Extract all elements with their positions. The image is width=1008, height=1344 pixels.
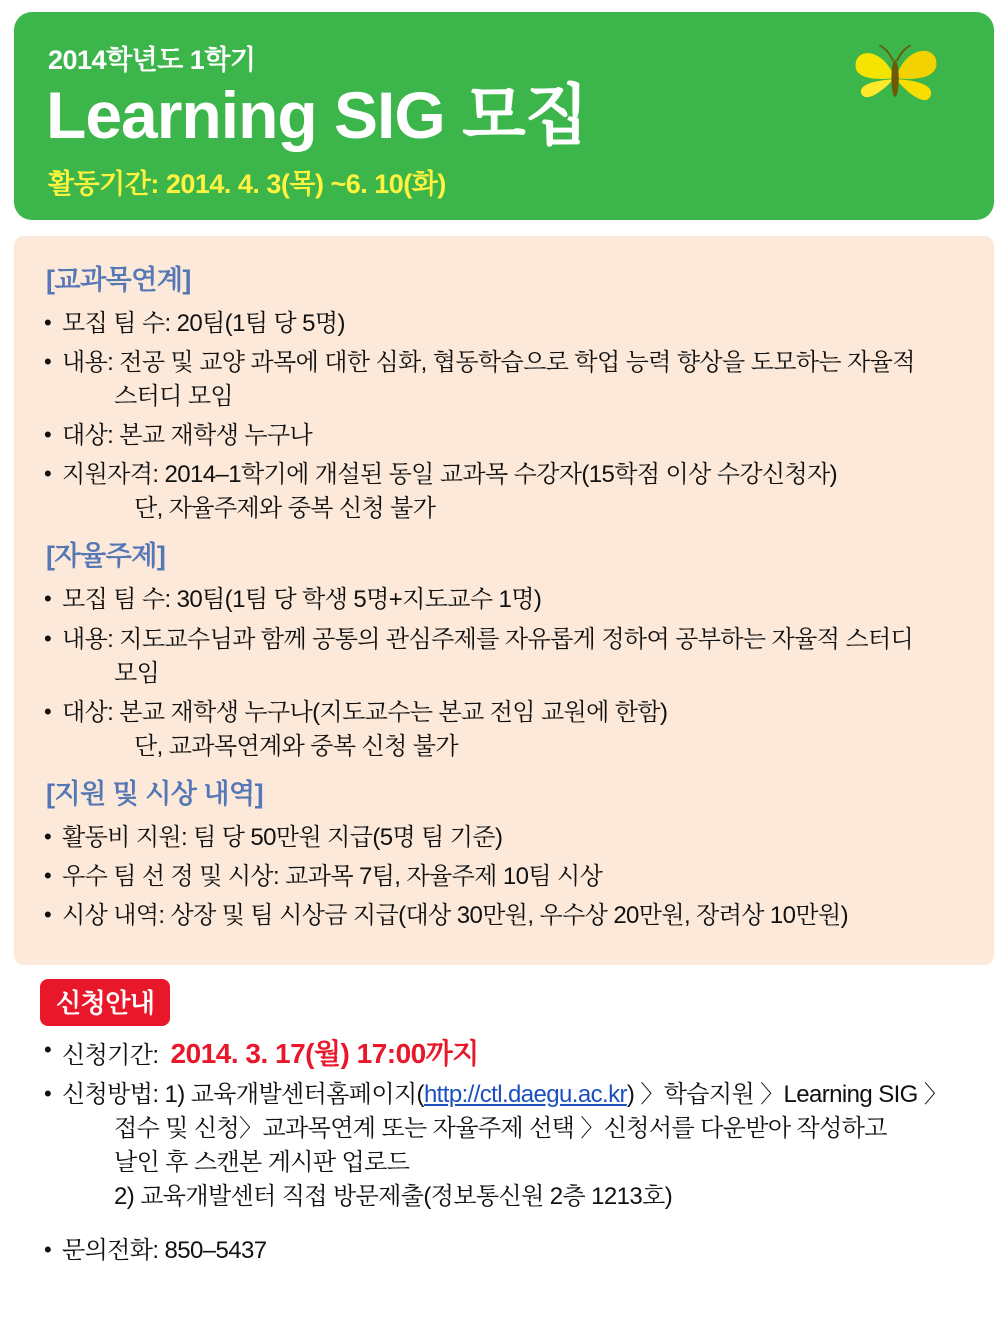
contact-list xyxy=(40,1234,968,1268)
list-item-text: 모집 팀 수: 20팀(1팀 당 5명) xyxy=(62,310,345,337)
list-item xyxy=(40,307,968,341)
list-item-text: 대상: 본교 재학생 누구나(지도교수는 본교 전임 교원에 한함) xyxy=(62,698,668,726)
list-item-text: 우수 팀 선 정 및 시상: 교과목 7팀, 자율주제 10팀 시상 xyxy=(62,862,603,890)
apply-method-line1-pre: 1) 교육개발센터홈페이지( xyxy=(164,1080,424,1108)
header-kicker: 2014학년도 1학기 xyxy=(48,45,256,75)
list-item xyxy=(40,346,968,414)
list-item xyxy=(40,583,968,617)
list-item-text: 지원자격: 2014–1학기에 개설된 동일 교과목 수강자(15학점 이상 수강신청자) xyxy=(62,461,838,489)
list-item-text: 내용: 지도교수님과 함께 공통의 관심주제를 자유롭게 정하여 공부하는 자율적 스터디 xyxy=(62,625,914,653)
list-item-text: 내용: 전공 및 교양 과목에 대한 심화, 협동학습으로 학업 능력 향상을 도모하는 자율적 xyxy=(62,349,915,377)
list-item-text: 모집 팀 수: 30팀(1팀 당 학생 5명+지도교수 1명) xyxy=(62,586,542,614)
list-item xyxy=(40,899,968,933)
apply-method-line4: 2) 교육개발센터 직접 방문제출(정보통신원 2층 1213호) xyxy=(114,1183,673,1211)
contact-phone: 850–5437 xyxy=(164,1237,267,1265)
list-item xyxy=(40,696,968,764)
contact-label: 문의전화: xyxy=(62,1237,159,1265)
apply-period-item xyxy=(40,1034,968,1074)
apply-method-label: 신청방법: xyxy=(62,1080,159,1108)
section-title: [교과목연계] xyxy=(46,265,191,295)
status-badge: 신청안내 xyxy=(40,979,170,1026)
section-support-awards xyxy=(40,772,968,933)
apply-method-item xyxy=(40,1078,968,1214)
page-title: Learning SIG 모집 xyxy=(46,78,588,152)
apply-list xyxy=(40,1034,968,1214)
list-item xyxy=(40,458,968,526)
list-item-continuation: 단, 교과목연계와 중복 신청 불가 xyxy=(134,732,458,760)
list-item-text: 활동비 지원: 팀 당 50만원 지급(5명 팀 기준) xyxy=(62,823,503,851)
bullet-list xyxy=(40,821,968,933)
list-item-text: 대상: 본교 재학생 누구나 xyxy=(62,422,313,450)
bullet-list xyxy=(40,583,968,763)
section-title: [지원 및 시상 내역] xyxy=(46,778,264,809)
butterfly-icon xyxy=(850,38,942,116)
apply-section xyxy=(14,979,994,1268)
apply-method-line2: 접수 및 신청〉교과목연계 또는 자율주제 선택 〉신청서를 다운받아 작성하고 xyxy=(114,1114,887,1142)
activity-period: 활동기간: 2014. 4. 3(목) ~6. 10(화) xyxy=(48,168,446,199)
list-item-continuation: 스터디 모임 xyxy=(114,383,233,411)
apply-period-label: 신청기간: xyxy=(62,1042,159,1070)
apply-method-line1-post: ) 〉학습지원 〉Learning SIG 〉 xyxy=(626,1080,948,1108)
contact-item xyxy=(40,1234,968,1268)
bullet-list xyxy=(40,307,968,526)
poster-header xyxy=(14,12,994,220)
section-title: [자율주제] xyxy=(46,541,166,572)
list-item-continuation: 모임 xyxy=(114,659,160,687)
list-item-text: 시상 내역: 상장 및 팀 시상금 지급(대상 30만원, 우수상 20만원, 장려상 10만원) xyxy=(62,902,848,930)
ctl-homepage-link[interactable]: http://ctl.daegu.ac.kr xyxy=(423,1080,627,1108)
section-free-topic xyxy=(40,534,968,763)
section-course-linked xyxy=(40,258,968,526)
list-item xyxy=(40,860,968,894)
list-item xyxy=(40,821,968,855)
spacer xyxy=(40,1220,968,1234)
list-item xyxy=(40,623,968,691)
apply-deadline: 2014. 3. 17(월) 17:00까지 xyxy=(170,1038,479,1070)
info-card xyxy=(14,236,994,965)
list-item-continuation: 단, 자율주제와 중복 신청 불가 xyxy=(134,495,436,523)
apply-method-line3: 날인 후 스캔본 게시판 업로드 xyxy=(114,1149,410,1176)
list-item xyxy=(40,419,968,453)
